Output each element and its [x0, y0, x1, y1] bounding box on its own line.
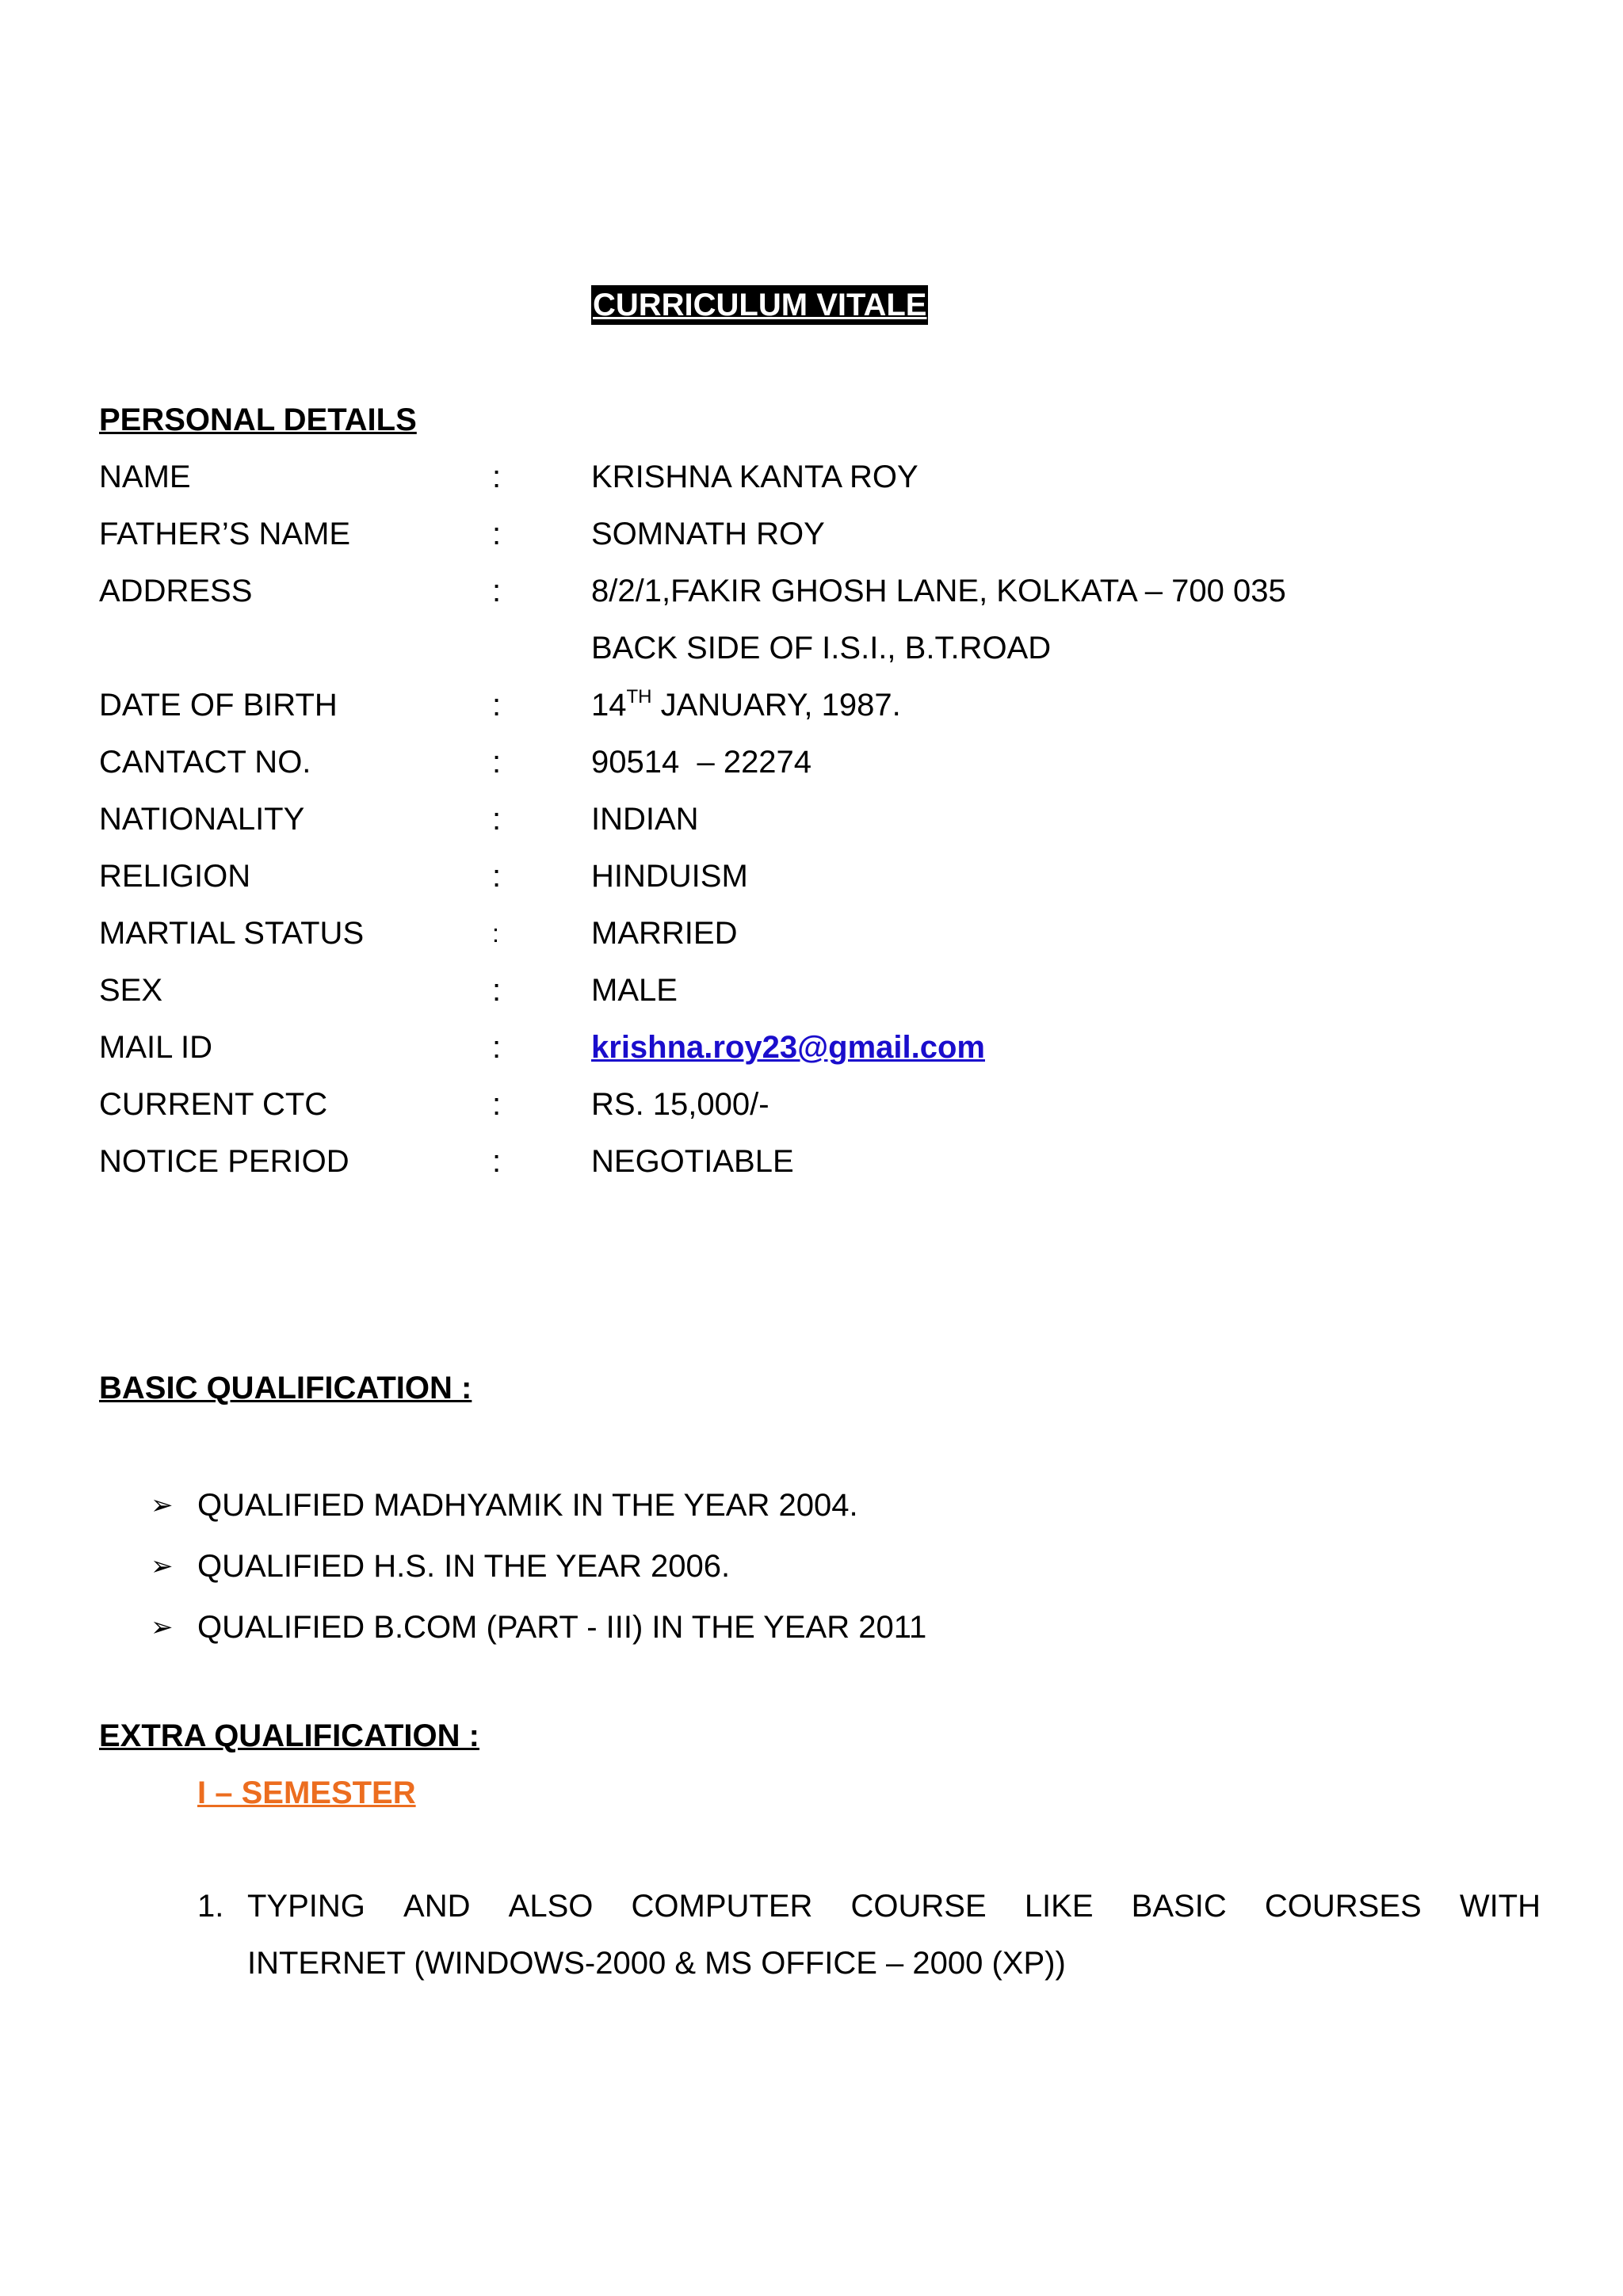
list-item-text: QUALIFIED MADHYAMIK IN THE YEAR 2004. [197, 1488, 858, 1523]
detail-value: 8/2/1,FAKIR GHOSH LANE, KOLKATA – 700 035 [591, 574, 1286, 608]
detail-colon: : [492, 517, 502, 551]
list-item-text: QUALIFIED H.S. IN THE YEAR 2006. [197, 1549, 731, 1584]
detail-value: 90514 – 22274 [591, 745, 812, 780]
detail-row-date-of-birth [0, 685, 1623, 733]
detail-colon: : [492, 1087, 502, 1122]
word: ALSO [508, 1889, 594, 1924]
extra-item-line-2: INTERNET (WINDOWS-2000 & MS OFFICE – 2000 (XP)) [247, 1946, 1066, 1981]
detail-value: NEGOTIABLE [591, 1144, 794, 1179]
dob-rest: JANUARY, 1987. [651, 688, 901, 723]
word: COMPUTER [631, 1889, 813, 1924]
document-title: CURRICULUM VITALE [591, 285, 928, 325]
detail-label: ADDRESS [99, 574, 253, 608]
dob-day: 14 [591, 688, 627, 723]
detail-colon: : [492, 802, 502, 837]
detail-value: RS. 15,000/- [591, 1087, 769, 1122]
detail-value: KRISHNA KANTA ROY [591, 460, 918, 494]
detail-row-religion [0, 856, 1623, 904]
detail-label: MAIL ID [99, 1030, 212, 1065]
list-item [0, 1547, 1623, 1594]
detail-colon: : [492, 688, 502, 723]
personal-details-heading: PERSONAL DETAILS [99, 402, 417, 437]
detail-label: NATIONALITY [99, 802, 305, 837]
detail-colon: : [492, 745, 502, 780]
detail-label: NAME [99, 460, 191, 494]
detail-row-sex [0, 971, 1623, 1018]
detail-row-mail-id [0, 1028, 1623, 1075]
detail-row-address-line2 [0, 628, 1623, 676]
list-item-text: QUALIFIED B.COM (PART - III) IN THE YEAR 2011 [197, 1610, 927, 1645]
extra-item-line-1 [247, 1886, 1541, 1926]
detail-label: FATHER’S NAME [99, 517, 351, 551]
detail-label: MARTIAL STATUS [99, 916, 365, 951]
email-link[interactable]: krishna.roy23@gmail.com [591, 1030, 985, 1065]
detail-row-notice-period [0, 1142, 1623, 1189]
detail-row-current-ctc [0, 1085, 1623, 1132]
detail-value: MALE [591, 973, 678, 1008]
detail-label: DATE OF BIRTH [99, 688, 338, 723]
detail-colon: : [492, 973, 502, 1008]
word: TYPING [247, 1889, 365, 1924]
detail-colon: : [492, 574, 502, 608]
detail-value [591, 1028, 985, 1067]
detail-row-marital-status [0, 913, 1623, 961]
word: COURSES [1264, 1889, 1422, 1924]
word: COURSE [850, 1889, 987, 1924]
list-item [0, 1486, 1623, 1533]
detail-value: MARRIED [591, 916, 738, 951]
word: LIKE [1024, 1889, 1094, 1924]
detail-label: CANTACT NO. [99, 745, 311, 780]
detail-label: NOTICE PERIOD [99, 1144, 349, 1179]
detail-colon: : [492, 859, 502, 894]
word: AND [403, 1889, 471, 1924]
word: WITH [1459, 1889, 1541, 1924]
detail-row-name [0, 457, 1623, 505]
detail-value: SOMNATH ROY [591, 517, 825, 551]
detail-colon: : [492, 1030, 502, 1065]
detail-colon: : [492, 460, 502, 494]
word: BASIC [1131, 1889, 1227, 1924]
detail-label: SEX [99, 973, 163, 1008]
arrow-bullet-icon: ➢ [151, 1612, 174, 1642]
detail-row-contact [0, 742, 1623, 790]
detail-label: CURRENT CTC [99, 1087, 328, 1122]
arrow-bullet-icon: ➢ [151, 1551, 174, 1581]
detail-value: INDIAN [591, 802, 699, 837]
detail-row-father-name [0, 514, 1623, 562]
detail-row-nationality [0, 799, 1623, 847]
extra-qualification-heading: EXTRA QUALIFICATION : [99, 1718, 479, 1753]
detail-colon: : [492, 1144, 502, 1179]
arrow-bullet-icon: ➢ [151, 1490, 174, 1520]
semester-subheading: I – SEMESTER [197, 1775, 416, 1810]
detail-value [591, 685, 901, 725]
basic-qualification-heading: BASIC QUALIFICATION : [99, 1371, 472, 1405]
detail-value: HINDUISM [591, 859, 748, 894]
detail-label: RELIGION [99, 859, 251, 894]
detail-row-address [0, 571, 1623, 619]
list-item [0, 1608, 1623, 1655]
detail-value: BACK SIDE OF I.S.I., B.T.ROAD [591, 631, 1052, 666]
list-item-number: 1. [197, 1889, 224, 1924]
dob-ordinal-suffix: TH [626, 686, 652, 707]
detail-colon: : [492, 919, 499, 948]
